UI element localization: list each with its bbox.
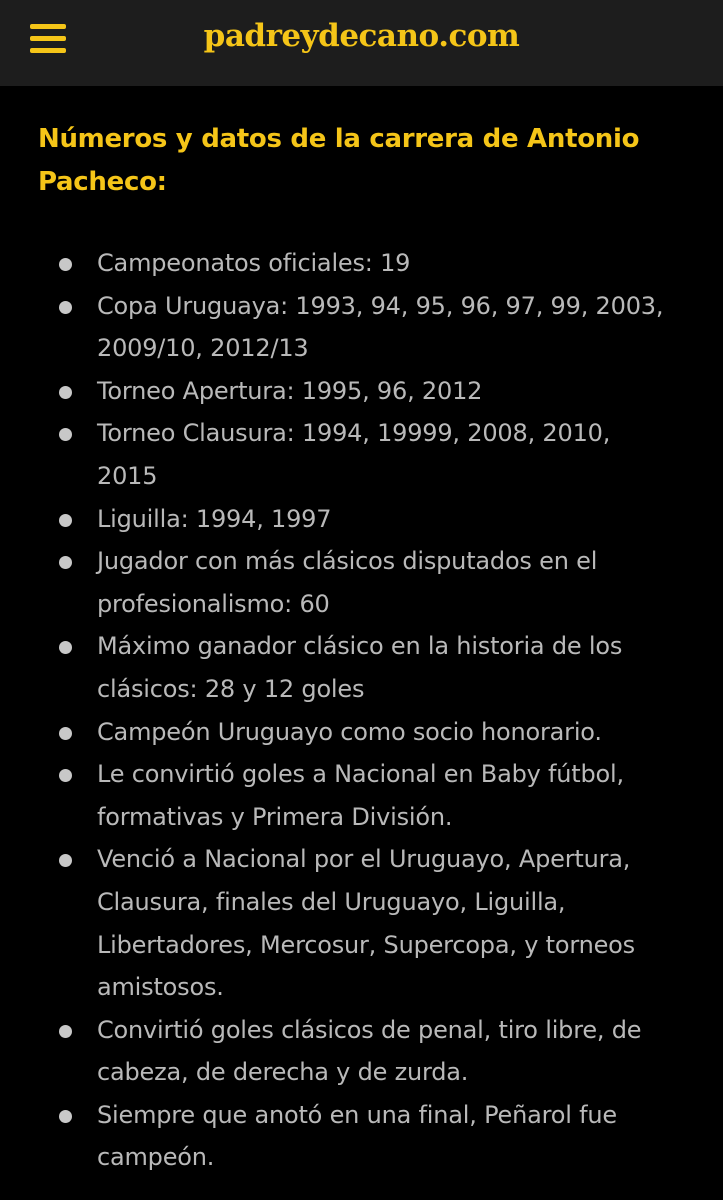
list-item-text: Copa Uruguaya: 1993, 94, 95, 96, 97, 99, 2003, 2009/10, 2012/13: [97, 291, 664, 363]
list-item-text: Campeonatos oficiales: 19: [97, 249, 411, 277]
list-item-text: Jugador con más clásicos disputados en el profesionalismo: 60: [97, 547, 598, 618]
list-item: [38, 1009, 677, 1094]
bullet-icon: [59, 854, 72, 867]
bullet-icon: [59, 1025, 72, 1038]
list-item-text: Convirtió goles clásicos de penal, tiro libre, de cabeza, de derecha y de zurda.: [97, 1015, 642, 1087]
list-item-text: Le convirtió goles a Nacional en Baby fútbol, formativas y Primera División.: [97, 760, 624, 831]
list-item-text: Siempre que anotó en una final, Peñarol fue campeón.: [97, 1100, 617, 1172]
bullet-icon: [59, 769, 72, 782]
list-item-text: Liguilla: 1994, 1997: [97, 504, 332, 533]
list-item: [38, 285, 677, 370]
article-content: [38, 118, 678, 1179]
bullet-icon: [59, 727, 72, 740]
bullet-icon: [59, 301, 72, 314]
bullet-icon: [59, 514, 72, 527]
list-item: [38, 412, 677, 497]
list-item-text: Torneo Apertura: 1995, 96, 2012: [97, 376, 483, 405]
list-item: [38, 242, 677, 285]
list-item: [38, 540, 677, 625]
list-item-text: Venció a Nacional por el Uruguayo, Apertura, Clausura, finales del Uruguayo, Liguilla, Libertadores, Mercosur, Supercopa, y torneos amistosos.: [97, 845, 635, 1002]
top-navigation-bar: [0, 0, 723, 86]
bullet-icon: [59, 386, 72, 399]
bullet-icon: [59, 556, 72, 569]
list-item: [38, 498, 677, 541]
list-item: [38, 1094, 677, 1179]
list-item-text: Torneo Clausura: 1994, 19999, 2008, 2010, 2015: [97, 419, 611, 490]
bullet-icon: [59, 258, 72, 271]
career-stats-list: [38, 242, 678, 1179]
list-item-text: Máximo ganador clásico en la historia de los clásicos: 28 y 12 goles: [97, 632, 623, 703]
site-logo[interactable]: padreydecano.com: [203, 18, 520, 54]
list-item: [38, 711, 677, 754]
bullet-icon: [59, 1110, 72, 1123]
list-item: [38, 838, 677, 1008]
list-item: [38, 370, 677, 413]
list-item: [38, 625, 677, 710]
list-item-text: Campeón Uruguayo como socio honorario.: [97, 717, 602, 746]
bullet-icon: [59, 641, 72, 654]
article-title: Números y datos de la carrera de Antonio Pacheco:: [38, 124, 640, 197]
bullet-icon: [59, 428, 72, 441]
list-item: [38, 753, 677, 838]
